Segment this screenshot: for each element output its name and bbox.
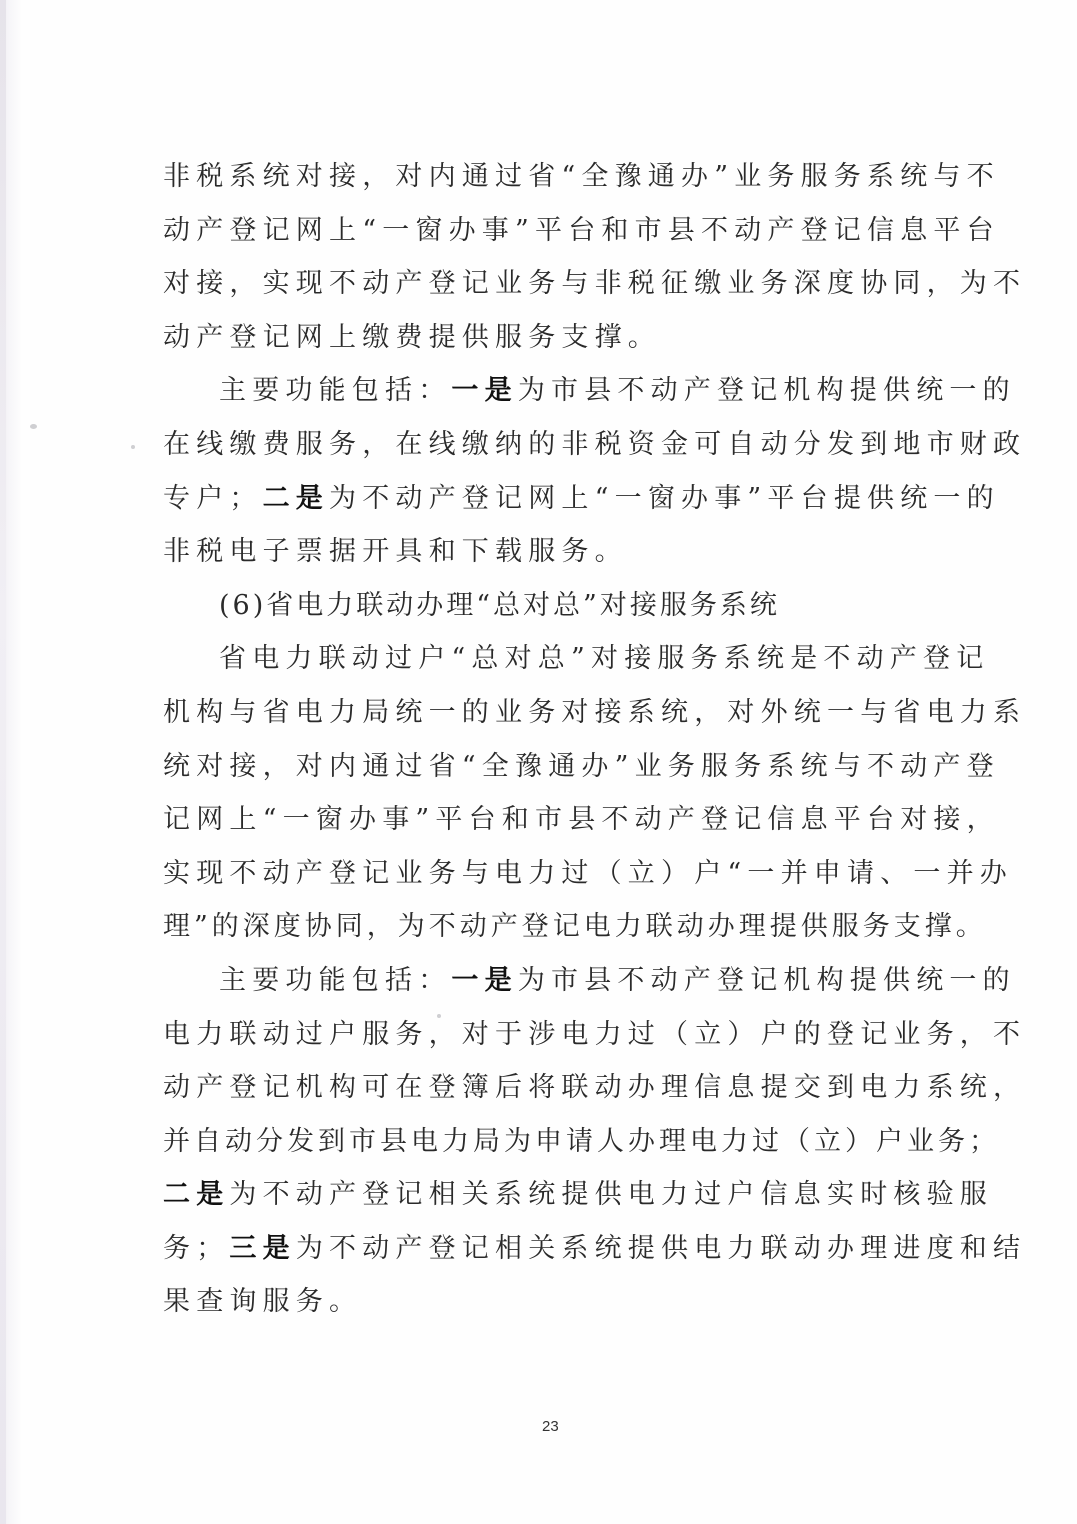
line-text: 果查询服务。 (163, 1286, 363, 1318)
paragraph-line (163, 1275, 915, 1329)
line-text: 为不动产登记网上“一窗办事”平台提供统一的 (329, 482, 1000, 514)
paragraph-line (163, 954, 1016, 1008)
line-text: 专户； (163, 482, 263, 514)
line-text: 省电力联动过户“总对总”对接服务系统是不动产登记 (219, 643, 990, 675)
line-text: 务； (163, 1232, 230, 1264)
line-text: 为不动产登记相关系统提供电力过户信息实时核验服 (229, 1179, 994, 1211)
line-text: 非税系统对接，对内通过省“全豫通办”业务服务系统与不 (163, 161, 1000, 192)
line-text: 动产登记网上缴费提供服务支撑。 (163, 321, 661, 353)
paragraph-line (163, 847, 1014, 901)
line-text: 为不动产登记相关系统提供电力联动办理进度和结 (295, 1232, 1027, 1264)
paragraph-line (163, 1115, 1000, 1169)
line-text: 非税电子票据开具和下载服务。 (163, 536, 628, 568)
body-text (163, 150, 1027, 1329)
emphasis-label: 一是 (451, 375, 518, 407)
line-text: 电力联动过户服务，对于涉电力过（立）户的登记业务，不 (163, 1018, 1027, 1050)
section-heading (163, 579, 915, 633)
paragraph-line (163, 311, 915, 365)
paragraph-line (163, 525, 915, 579)
paragraph-line (163, 1061, 1027, 1115)
line-text: 为市县不动产登记机构提供统一的 (517, 964, 1016, 996)
page-number: 23 (542, 1418, 559, 1435)
emphasis-label: 三是 (229, 1232, 296, 1264)
scan-speck (30, 424, 37, 429)
line-text: 对接，实现不动产登记业务与非税征缴业务深度协同，为不 (163, 268, 1027, 300)
paragraph-line (163, 793, 1000, 847)
paragraph-line (163, 686, 1027, 740)
line-text: 为市县不动产登记机构提供统一的 (517, 375, 1016, 407)
line-text: 动产登记机构可在登簿后将联动办理信息提交到电力系统， (163, 1072, 1027, 1104)
line-text: 在线缴费服务，在线缴纳的非税资金可自动分发到地市财政 (163, 428, 1027, 460)
scan-speck (131, 445, 135, 449)
paragraph-line (163, 150, 1000, 204)
paragraph-line (163, 364, 1016, 418)
paragraph-line (163, 1222, 1027, 1276)
paragraph-line (163, 204, 1000, 258)
line-text: 实现不动产登记业务与电力过（立）户“一并申请、一并办 (163, 857, 1014, 889)
paragraph-line (163, 900, 987, 954)
line-text: 理”的深度协同，为不动产登记电力联动办理提供服务支撑。 (163, 911, 987, 943)
paragraph-line (163, 418, 1027, 472)
line-text: 主要功能包括： (219, 375, 452, 407)
paragraph-line (163, 632, 990, 686)
line-text: 动产登记网上“一窗办事”平台和市县不动产登记信息平台 (163, 214, 1000, 246)
paragraph-line (163, 1008, 1027, 1062)
line-text: 主要功能包括： (219, 964, 452, 996)
paragraph-line (163, 1168, 994, 1222)
line-text: 统对接，对内通过省“全豫通办”业务服务系统与不动产登 (163, 750, 1000, 782)
paragraph-line (163, 740, 1000, 794)
emphasis-label: 二是 (163, 1179, 230, 1211)
scan-edge-shadow (0, 0, 6, 1524)
paragraph-line (163, 472, 1000, 526)
line-text: 并自动分发到市县电力局为申请人办理电力过（立）户业务； (163, 1125, 1000, 1157)
paragraph-line (163, 257, 1027, 311)
line-text: 记网上“一窗办事”平台和市县不动产登记信息平台对接， (163, 804, 1000, 836)
emphasis-label: 一是 (451, 964, 518, 996)
section-heading-text: (6)省电力联动办理“总对总”对接服务系统 (219, 589, 780, 621)
emphasis-label: 二是 (262, 482, 330, 514)
line-text: 机构与省电力局统一的业务对接系统，对外统一与省电力系 (163, 696, 1027, 728)
